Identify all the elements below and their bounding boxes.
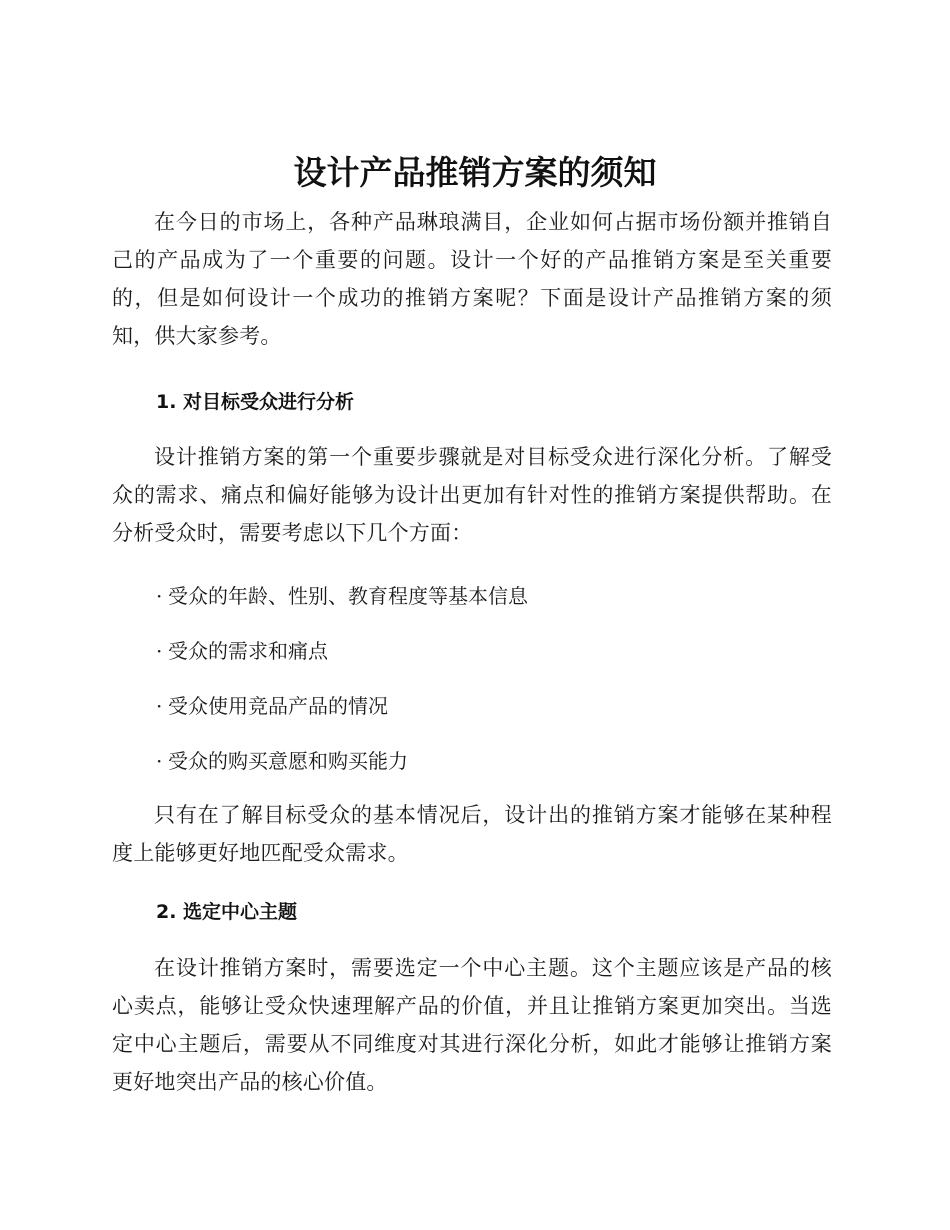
section-2-heading: 2. 选定中心主题 [156, 901, 298, 923]
section-1-body: 设计推销方案的第一个重要步骤就是对目标受众进行深化分析。了解受众的需求、痛点和偏好能够为设计出更加有针对性的推销方案提供帮助。在分析受众时，需要考虑以下几个方面： [112, 445, 832, 545]
bullet-text: 受众的年龄、性别、教育程度等基本信息 [168, 584, 528, 608]
section-1-heading: 1. 对目标受众进行分析 [156, 391, 355, 413]
bullet-item [156, 691, 388, 721]
section-2-body: 在设计推销方案时，需要选定一个中心主题。这个主题应该是产品的核心卖点，能够让受众快速理解产品的价值，并且让推销方案更加突出。当选定中心主题后，需要从不同维度对其进行深化分析，如此才能够让推销方案更好地突出产品的核心价值。 [112, 956, 832, 1094]
bullet-text: 受众的购买意愿和购买能力 [168, 749, 408, 773]
bullet-item [156, 581, 528, 611]
bullet-text: 受众的需求和痛点 [168, 639, 328, 663]
bullet-text: 受众使用竞品产品的情况 [168, 694, 388, 718]
bullet-marker: · [156, 584, 163, 608]
document-title: 设计产品推销方案的须知 [293, 153, 657, 192]
bullet-item [156, 746, 408, 776]
bullet-item [156, 636, 328, 666]
bullet-marker: · [156, 749, 163, 773]
section-1-conclusion: 只有在了解目标受众的基本情况后，设计出的推销方案才能够在某种程度上能够更好地匹配受众需求。 [112, 803, 832, 865]
intro-paragraph: 在今日的市场上，各种产品琳琅满目，企业如何占据市场份额并推销自己的产品成为了一个重要的问题。设计一个好的产品推销方案是至关重要的，但是如何设计一个成功的推销方案呢？下面是设计产品推销方案的须知，供大家参考。 [112, 210, 832, 348]
bullet-marker: · [156, 694, 163, 718]
bullet-marker: · [156, 639, 163, 663]
